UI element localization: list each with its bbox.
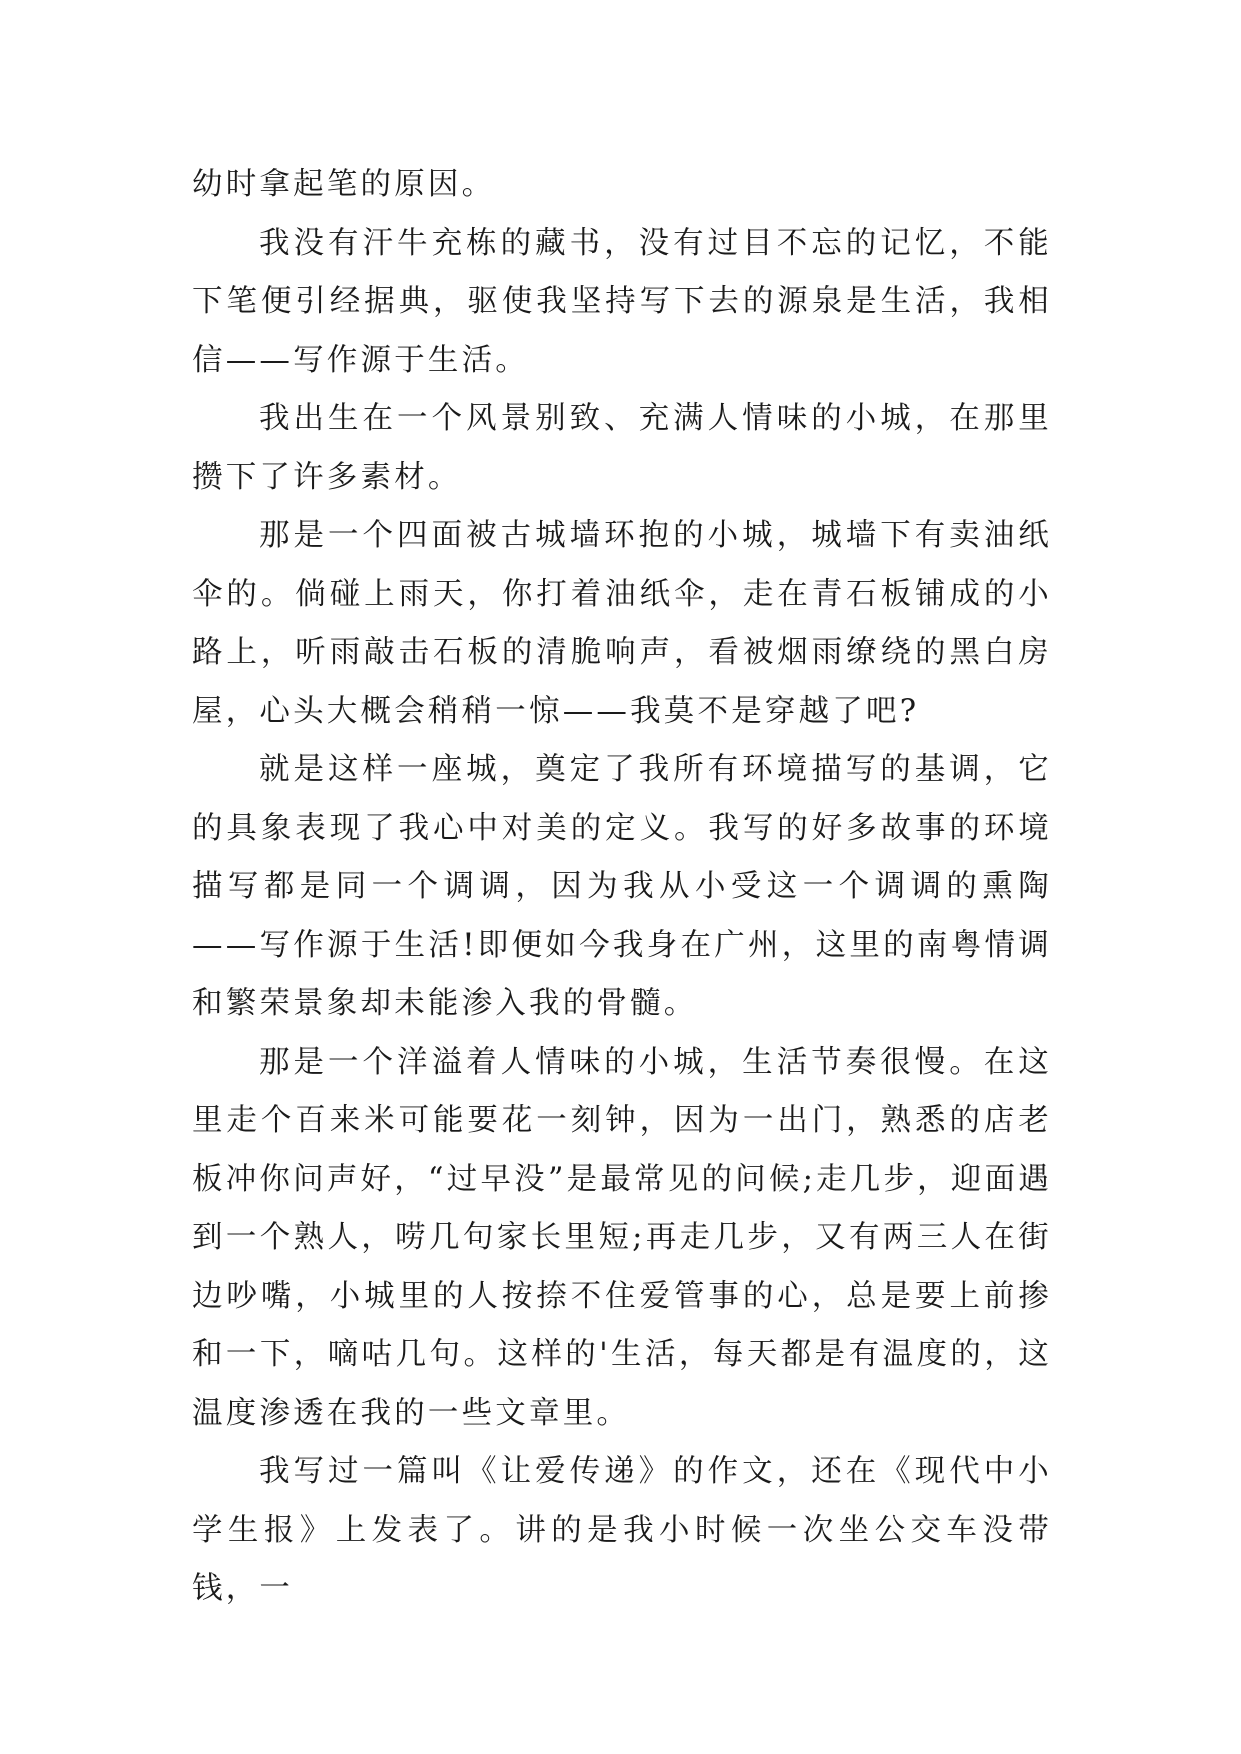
paragraph-5: 就是这样一座城，奠定了我所有环境描写的基调，它的具象表现了我心中对美的定义。我写的好多故事的环境描写都是同一个调调，因为我从小受这一个调调的熏陶——写作源于生活!即便如今我身在广州，这里的南粤情调和繁荣景象却未能渗入我的骨髓。: [192, 752, 1052, 1021]
paragraph-4: 那是一个四面被古城墙环抱的小城，城墙下有卖油纸伞的。倘碰上雨天，你打着油纸伞，走在青石板铺成的小路上，听雨敲击石板的清脆响声，看被烟雨缭绕的黑白房屋，心头大概会稍稍一惊——我莫不是穿越了吧?: [192, 518, 1052, 729]
paragraph-3: 我出生在一个风景别致、充满人情味的小城，在那里攒下了许多素材。: [192, 401, 1052, 495]
article-body: [192, 156, 1052, 1619]
paragraph-2: 我没有汗牛充栋的藏书，没有过目不忘的记忆，不能下笔便引经据典，驱使我坚持写下去的源泉是生活，我相信——写作源于生活。: [192, 225, 1052, 378]
paragraph-6: 那是一个洋溢着人情味的小城，生活节奏很慢。在这里走个百来米可能要花一刻钟，因为一出门，熟悉的店老板冲你问声好，“过早没”是最常见的问候;走几步，迎面遇到一个熟人，唠几句家长里短;再走几步，又有两三人在街边吵嘴，小城里的人按捺不住爱管事的心，总是要上前掺和一下，嘀咕几句。这样的'生活，每天都是有温度的，这温度渗透在我的一些文章里。: [192, 1044, 1053, 1431]
paragraph-1: 幼时拿起笔的原因。: [192, 167, 496, 202]
paragraph-7: 我写过一篇叫《让爱传递》的作文，还在《现代中小学生报》上发表了。讲的是我小时候一次坐公交车没带钱，一: [192, 1454, 1052, 1606]
